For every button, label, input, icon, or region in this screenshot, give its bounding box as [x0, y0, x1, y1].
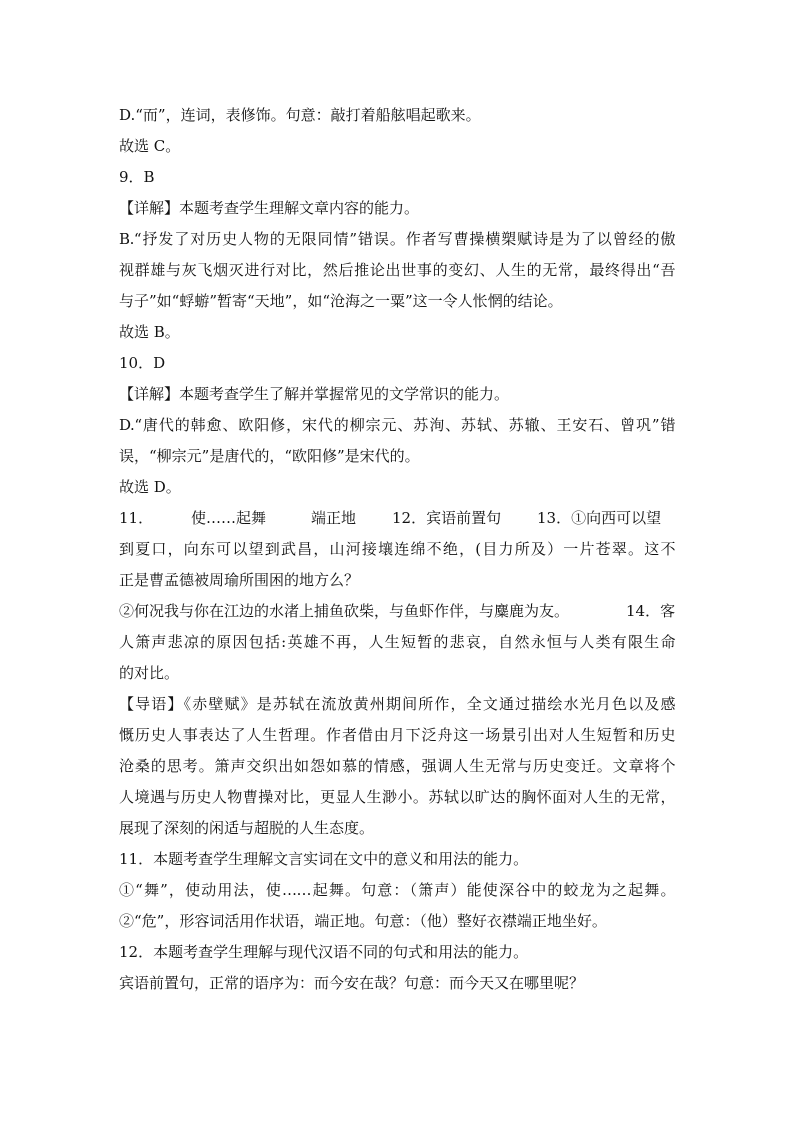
answer-11-b: 端正地	[311, 509, 357, 527]
text-line: B.“抒发了对历史人物的无限同情”错误。作者写曹操横槊赋诗是为了以曾经的傲	[119, 230, 675, 248]
question-number: 10．D	[119, 354, 166, 372]
text-line: 【详解】本题考查学生理解文章内容的能力。	[119, 199, 420, 217]
text-line: 12．本题考查学生理解与现代汉语不同的句式和用法的能力。	[119, 943, 529, 961]
answer-row-11-13	[119, 503, 675, 534]
text-line: 故选 B。	[119, 323, 180, 341]
answer-12: 12．宾语前置句	[392, 509, 502, 527]
text-line: 视群雄与灰飞烟灭进行对比，然后推论出世事的变幻、人生的无常，最终得出“吾	[119, 261, 675, 279]
text-line: 到夏口，向东可以望到武昌，山河接壤连绵不绝，(目力所及）一片苍翠。这不	[119, 540, 675, 558]
answer-text-block	[119, 100, 675, 999]
text-line: 【详解】本题考查学生了解并掌握常见的文学常识的能力。	[119, 385, 510, 403]
answer-14-number: 14．客	[626, 602, 676, 620]
text-line: 的对比。	[119, 664, 180, 682]
text-line: 正是曹孟德被周瑜所围困的地方么？	[119, 571, 360, 589]
text-line: 展现了深刻的闲适与超脱的人生态度。	[119, 819, 375, 837]
text-line: 误，“柳宗元”是唐代的，“欧阳修”是宋代的。	[119, 447, 420, 465]
text-line: 故选 D。	[119, 478, 181, 496]
text-line: 宾语前置句，正常的语序为：而今安在哉？句意：而今天又在哪里呢？	[119, 974, 585, 992]
text-line: 慨历史人事表达了人生哲理。作者借由月下泛舟这一场景引出对人生短暂和历史	[119, 726, 675, 744]
text-line: 11．本题考查学生理解文言实词在文中的意义和用法的能力。	[119, 850, 529, 868]
text-line: 沧桑的思考。箫声交织出如怨如慕的情感，强调人生无常与历史变迁。文章将个	[119, 757, 675, 775]
text-line: 人箫声悲凉的原因包括:英雄不再，人生短暂的悲哀，自然永恒与人类有限生命	[119, 633, 675, 651]
text-line: 与子”如“蜉蝣”暂寄“天地”，如“沧海之一粟”这一令人怅惘的结论。	[119, 292, 563, 310]
text-line: 【导语】《赤壁赋》是苏轼在流放黄州期间所作，全文通过描绘水光月色以及感	[119, 695, 675, 713]
answer-13-part2: ②何况我与你在江边的水渚上捕鱼砍柴，与鱼虾作伴，与麋鹿为友。	[119, 602, 570, 620]
text-line: ②“危”，形容词活用作状语，端正地。句意：（他）整好衣襟端正地坐好。	[119, 912, 607, 930]
text-line: D.“而”，连词，表修饰。句意：敲打着船舷唱起歌来。	[119, 106, 481, 124]
answer-11-a: 使……起舞	[191, 509, 267, 527]
question-number: 9．B	[119, 168, 155, 186]
answer-13: 13．①向西可以望	[537, 509, 662, 527]
text-line: D.“唐代的韩愈、欧阳修，宋代的柳宗元、苏洵、苏轼、苏辙、王安石、曾巩”错	[119, 416, 675, 434]
answer-11-number: 11．	[119, 509, 154, 527]
text-line: 人境遇与历史人物曹操对比，更显人生渺小。苏轼以旷达的胸怀面对人生的无常，	[119, 788, 675, 806]
answer-row-13-14	[119, 596, 675, 627]
text-line: ①“舞”，使动用法，使……起舞。句意：（箫声）能使深谷中的蛟龙为之起舞。	[119, 881, 675, 899]
text-line: 故选 C。	[119, 137, 181, 155]
